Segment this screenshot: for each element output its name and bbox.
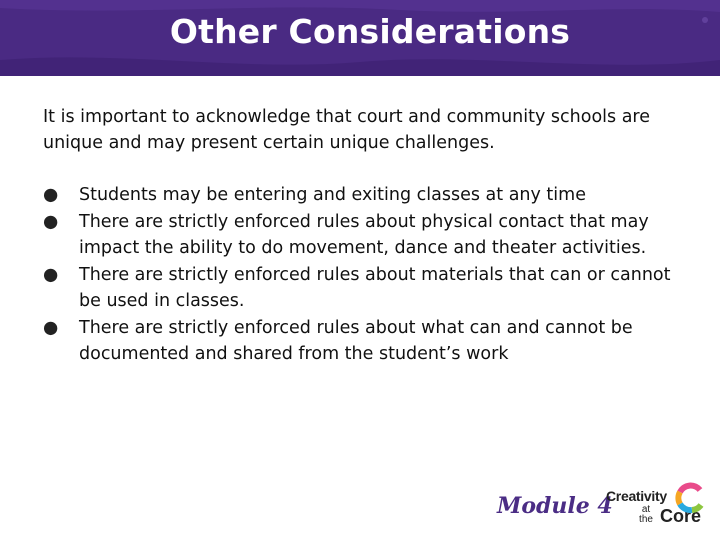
list-item-text: There are strictly enforced rules about physical contact that may impact the ability to do movement, dance and theater activities. — [79, 211, 649, 258]
bullet-icon: ● — [43, 185, 59, 205]
title-banner — [0, 0, 720, 76]
list-item — [43, 315, 683, 368]
list-item — [43, 262, 683, 315]
brand-name: Creativity — [606, 488, 667, 504]
intro-paragraph: It is important to acknowledge that court and community schools are unique and may present certain unique challenges. — [43, 107, 651, 153]
brand-core: Core — [660, 506, 702, 526]
list-item — [43, 182, 683, 209]
bullet-icon: ● — [43, 264, 59, 285]
logo-c-ring-icon — [674, 482, 706, 514]
bullet-icon: ● — [43, 317, 59, 338]
list-item-text: There are strictly enforced rules about materials that can or cannot be used in classes. — [79, 264, 671, 311]
list-item-text: Students may be entering and exiting classes at any time — [79, 185, 586, 205]
module-label: Module 4 — [497, 493, 613, 519]
list-item — [43, 209, 683, 262]
page-title: Other Considerations — [169, 12, 571, 51]
bullet-list — [43, 182, 683, 368]
bullet-icon: ● — [43, 211, 59, 232]
list-item-text: There are strictly enforced rules about what can and cannot be documented and shared from the student’s work — [79, 317, 633, 364]
brand-at-the: at the — [639, 504, 653, 525]
